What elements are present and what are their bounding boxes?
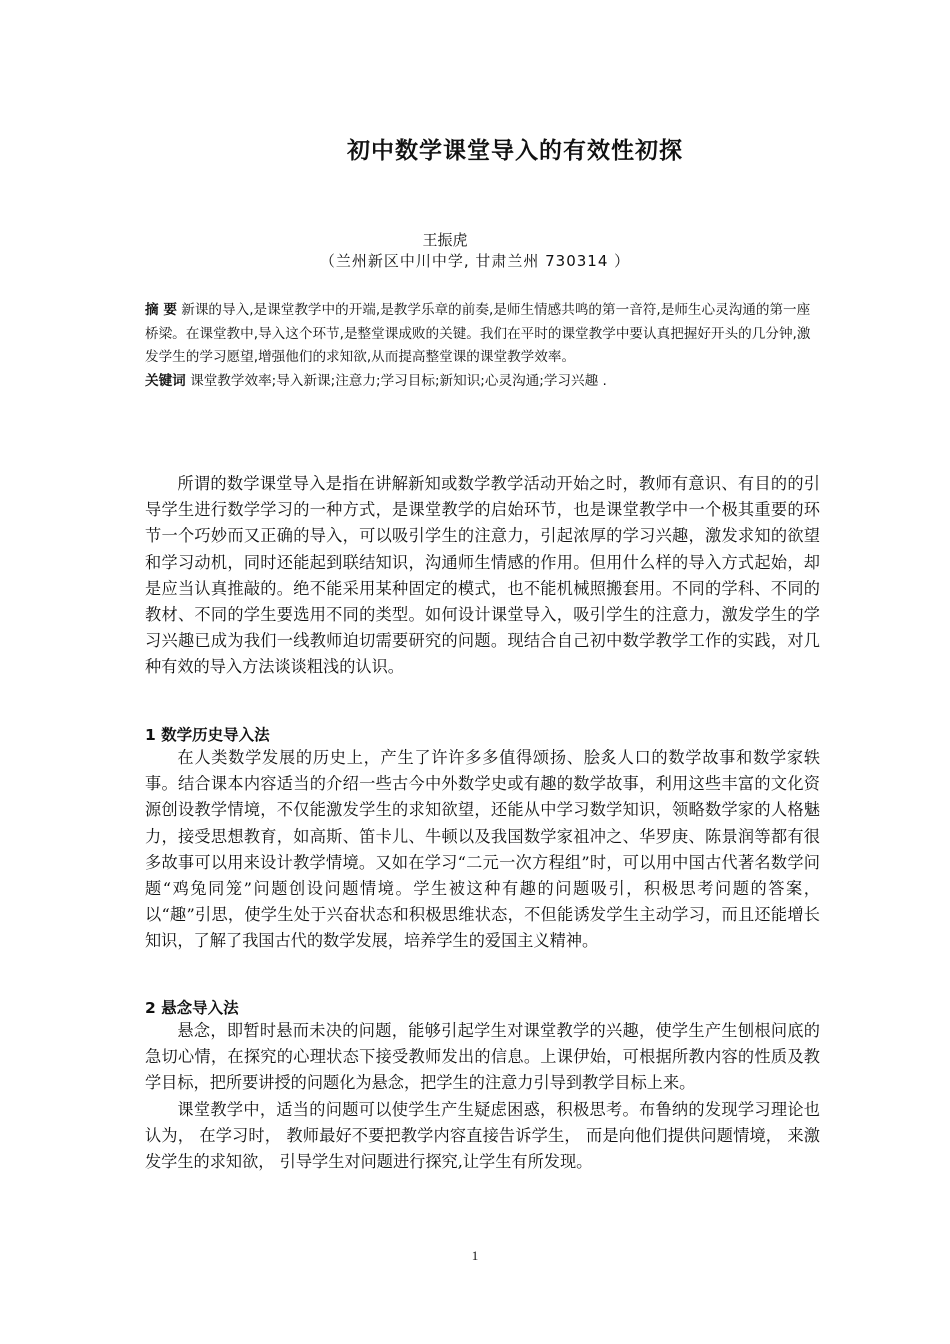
section-2-body [145, 1018, 820, 1175]
abstract-text: 新课的导入,是课堂教学中的开端,是教学乐章的前奏,是师生情感共鸣的第一音符,是师生心灵沟通的第一座桥梁。在课堂教中,导入这个环节,是整堂课成败的关键。我们在平时的课堂教学中要认真把握好开头的几分钟,激发学生的学习愿望,增强他们的求知欲,从而提高整堂课的课堂教学效率。 [145, 302, 811, 365]
intro-paragraph: 所谓的数学课堂导入是指在讲解新知或数学教学活动开始之时，教师有意识、有目的的引导学生进行数学学习的一种方式，是课堂教学的启始环节，也是课堂教学中一个极其重要的环节一个巧妙而又正确的导入，可以吸引学生的注意力，引起浓厚的学习兴趣，激发求知的欲望和学习动机，同时还能起到联结知识，沟通师生情感的作用。但用什么样的导入方式起始，却是应当认真推敲的。绝不能采用某种固定的模式，也不能机械照搬套用。不同的学科、不同的教材、不同的学生要选用不同的类型。如何设计课堂导入，吸引学生的注意力，激发学生的学习兴趣已成为我们一线教师迫切需要研究的问题。现结合自己初中数学教学工作的实践，对几种有效的导入方法谈谈粗浅的认识。 [145, 474, 820, 677]
section-2-paragraph-1: 悬念，即暂时悬而未决的问题，能够引起学生对课堂教学的兴趣，使学生产生刨根问底的急切心情，在探究的心理状态下接受教师发出的信息。上课伊始，可根据所教内容的性质及教学目标，把所要讲授的问题化为悬念，把学生的注意力引导到教学目标上来。 [145, 1021, 820, 1093]
abstract-paragraph [145, 299, 815, 370]
author-affiliation: （兰州新区中川中学, 甘肃兰州 730314 ） [319, 252, 631, 270]
section-1-heading: 1 数学历史导入法 [145, 726, 270, 744]
keywords-label: 关键词 [145, 372, 186, 389]
paper-title: 初中数学课堂导入的有效性初探 [347, 137, 683, 164]
keywords-paragraph [145, 370, 815, 394]
abstract-block [145, 299, 815, 393]
abstract-label: 摘 要 [145, 302, 177, 318]
section-2-heading: 2 悬念导入法 [145, 999, 239, 1017]
page-number: 1 [471, 1248, 479, 1263]
section-1-body [145, 745, 820, 955]
section-1-paragraph: 在人类数学发展的历史上，产生了许许多多值得颂扬、脍炙人口的数学故事和数学家轶事。结合课本内容适当的介绍一些古今中外数学史或有趣的数学故事，利用这些丰富的文化资源创设教学情境，不仅能激发学生的求知欲望，还能从中学习数学知识，领略数学家的人格魅力，接受思想教育，如高斯、笛卡儿、牛顿以及我国数学家祖冲之、华罗庚、陈景润等都有很多故事可以用来设计教学情境。又如在学习“二元一次方程组”时，可以用中国古代著名数学问题“鸡兔同笼”问题创设问题情境。学生被这种有趣的问题吸引，积极思考问题的答案，以“趣”引思，使学生处于兴奋状态和积极思维状态，不但能诱发学生主动学习，而且还能增长知识，了解了我国古代的数学发展，培养学生的爱国主义精神。 [145, 748, 820, 951]
section-2-paragraph-2: 课堂教学中，适当的问题可以使学生产生疑虑困惑，积极思考。布鲁纳的发现学习理论也认为， 在学习时， 教师最好不要把教学内容直接告诉学生， 而是向他们提供问题情境， 来激发学生的求知欲， 引导学生对问题进行探究,让学生有所发现。 [145, 1099, 820, 1172]
intro-block [145, 471, 820, 681]
keywords-text: 课堂教学效率;导入新课;注意力;学习目标;新知识;心灵沟通;学习兴趣 . [190, 372, 607, 389]
author-name: 王振虎 [422, 231, 468, 249]
